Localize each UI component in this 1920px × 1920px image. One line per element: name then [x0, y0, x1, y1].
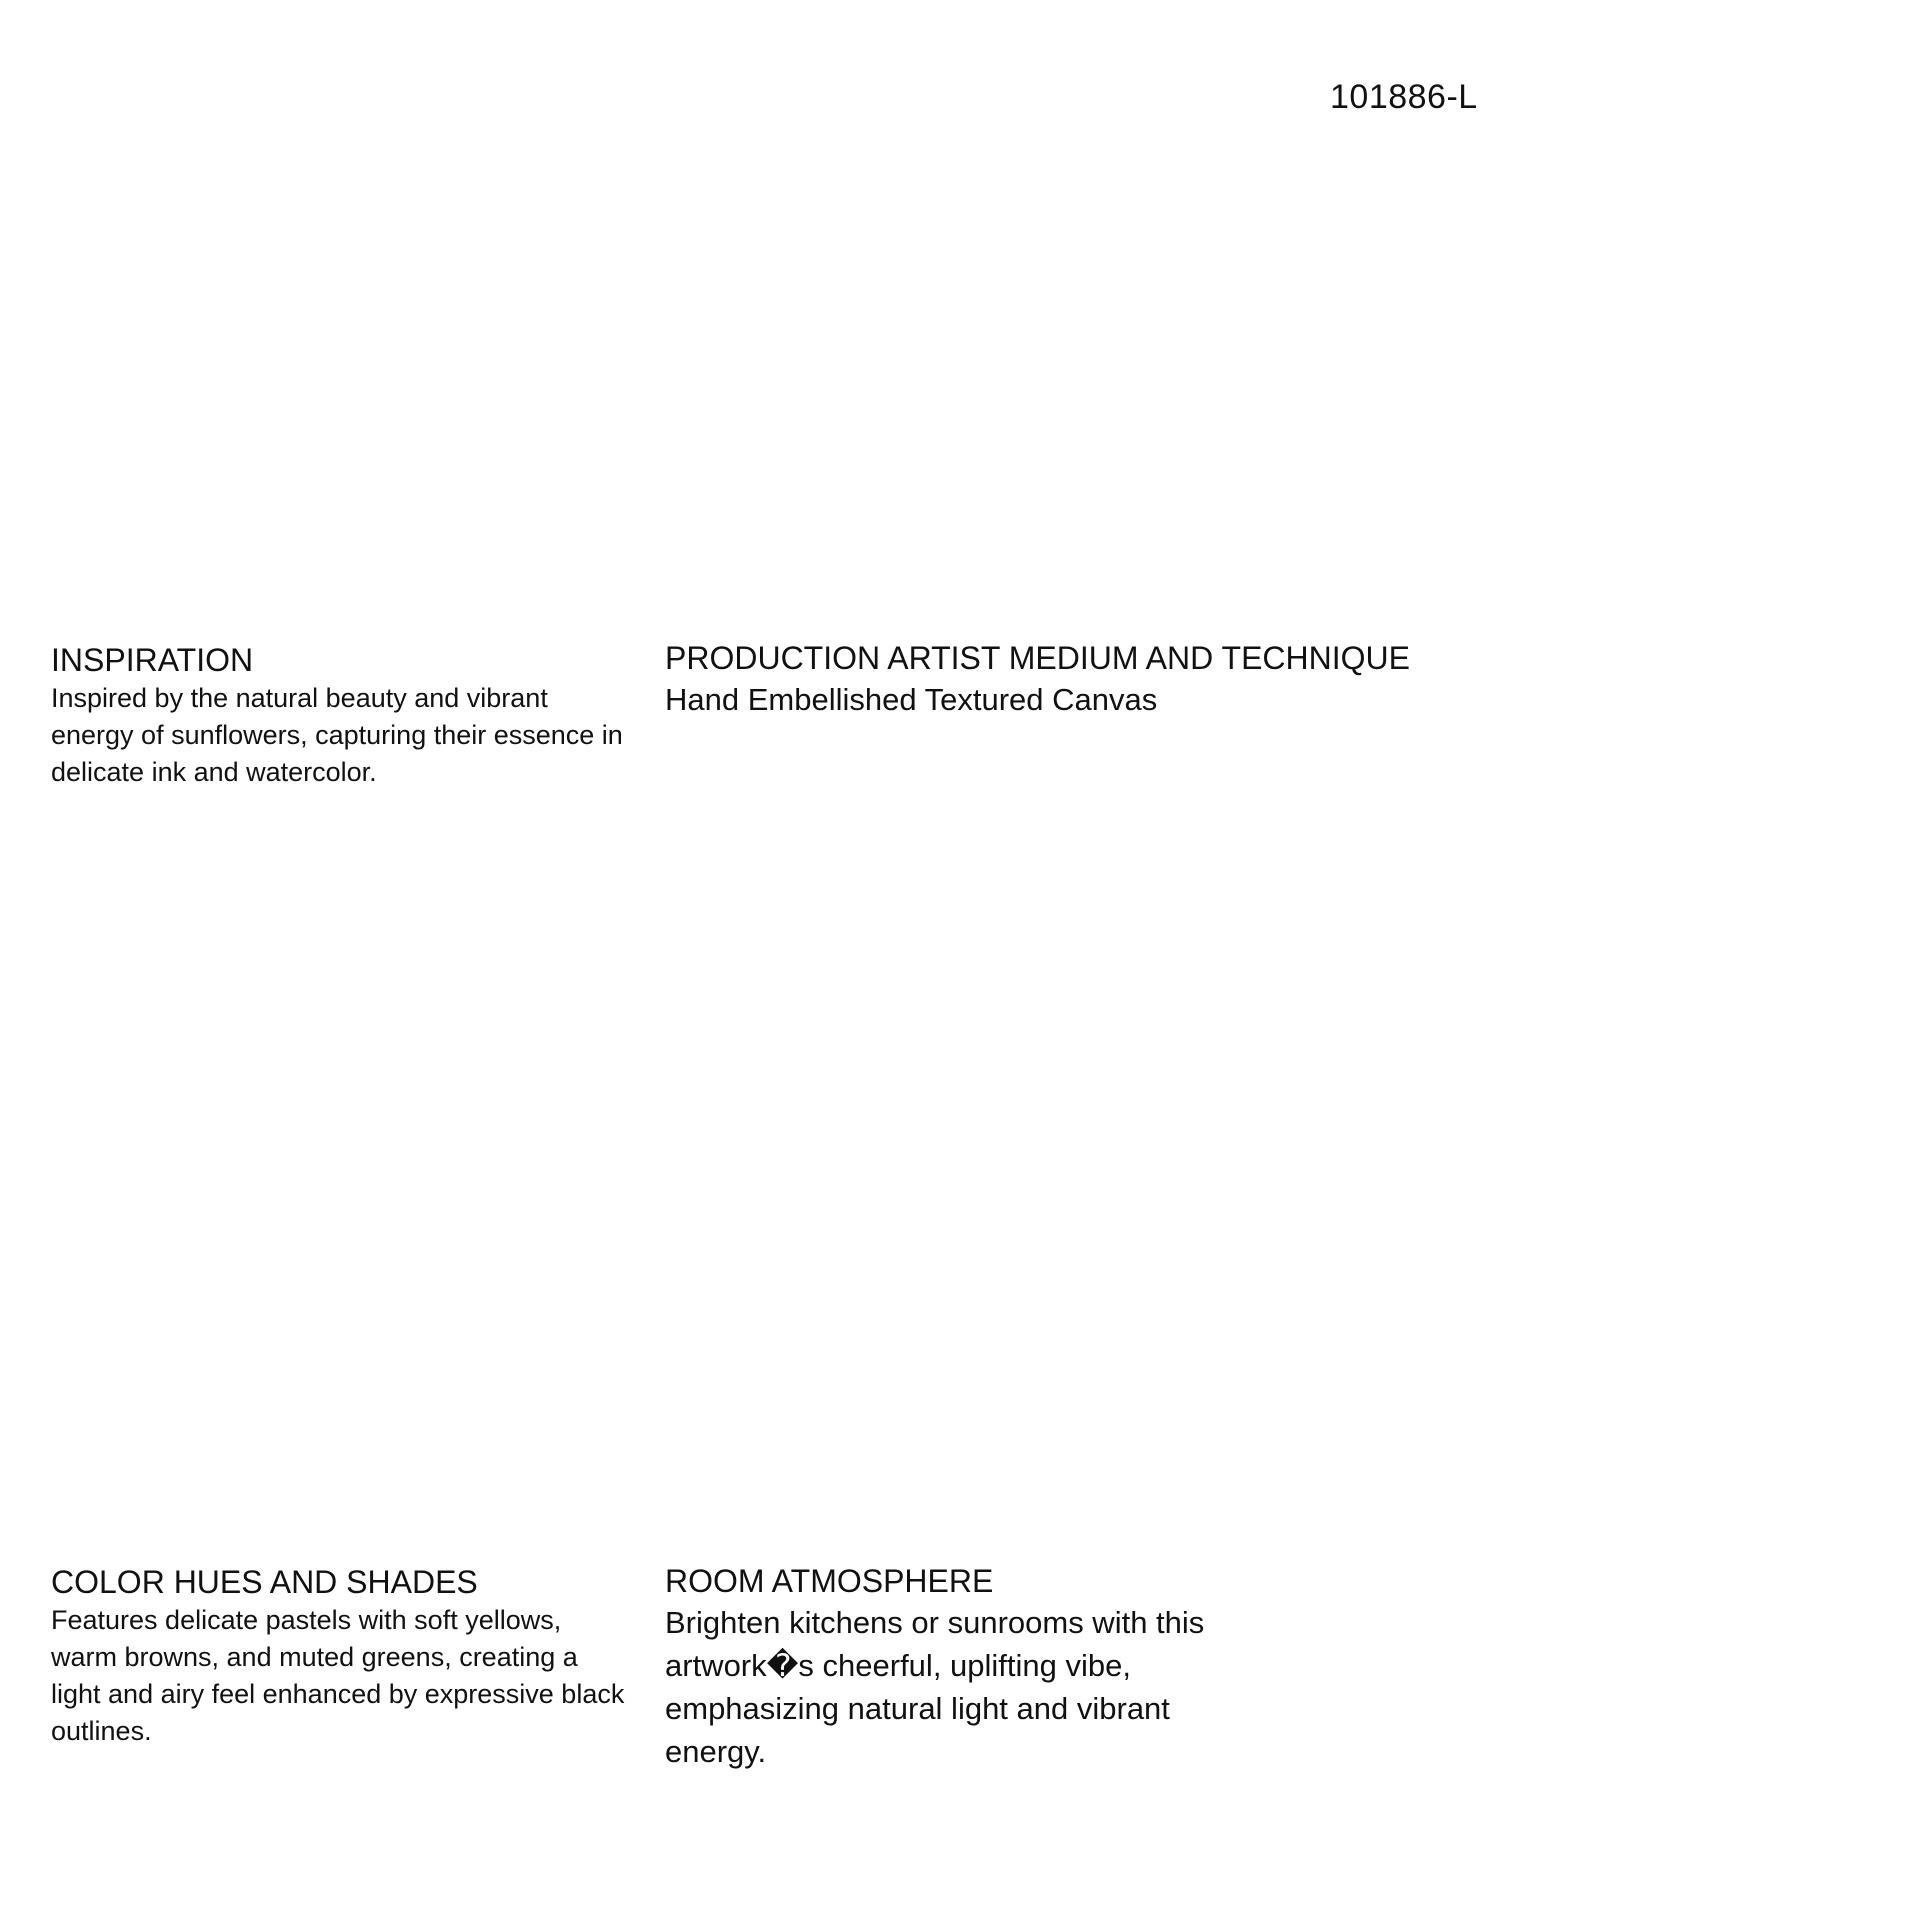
inspiration-heading: INSPIRATION [51, 642, 254, 678]
product-code: 101886-L [1330, 78, 1478, 116]
inspiration-text: Inspired by the natural beauty and vibrant energy of sunflowers, capturing their essence in delicate ink and watercolor. [51, 683, 623, 787]
room-atmosphere-heading: ROOM ATMOSPHERE [665, 1563, 994, 1599]
medium-technique-heading: PRODUCTION ARTIST MEDIUM AND TECHNIQUE [665, 640, 1410, 676]
room-atmosphere-section [665, 1561, 1255, 1773]
color-hues-heading: COLOR HUES AND SHADES [51, 1564, 478, 1600]
inspiration-section [51, 640, 631, 791]
room-atmosphere-text: Brighten kitchens or sunrooms with this artwork�s cheerful, uplifting vibe, emphasizing natural light and vibrant energy. [665, 1605, 1205, 1769]
medium-technique-text: Hand Embellished Textured Canvas [665, 682, 1158, 717]
medium-technique-section [665, 638, 1545, 721]
color-hues-section [51, 1562, 631, 1750]
color-hues-text: Features delicate pastels with soft yellows, warm browns, and muted greens, creating a light and airy feel enhanced by expressive black outlines. [51, 1605, 625, 1746]
